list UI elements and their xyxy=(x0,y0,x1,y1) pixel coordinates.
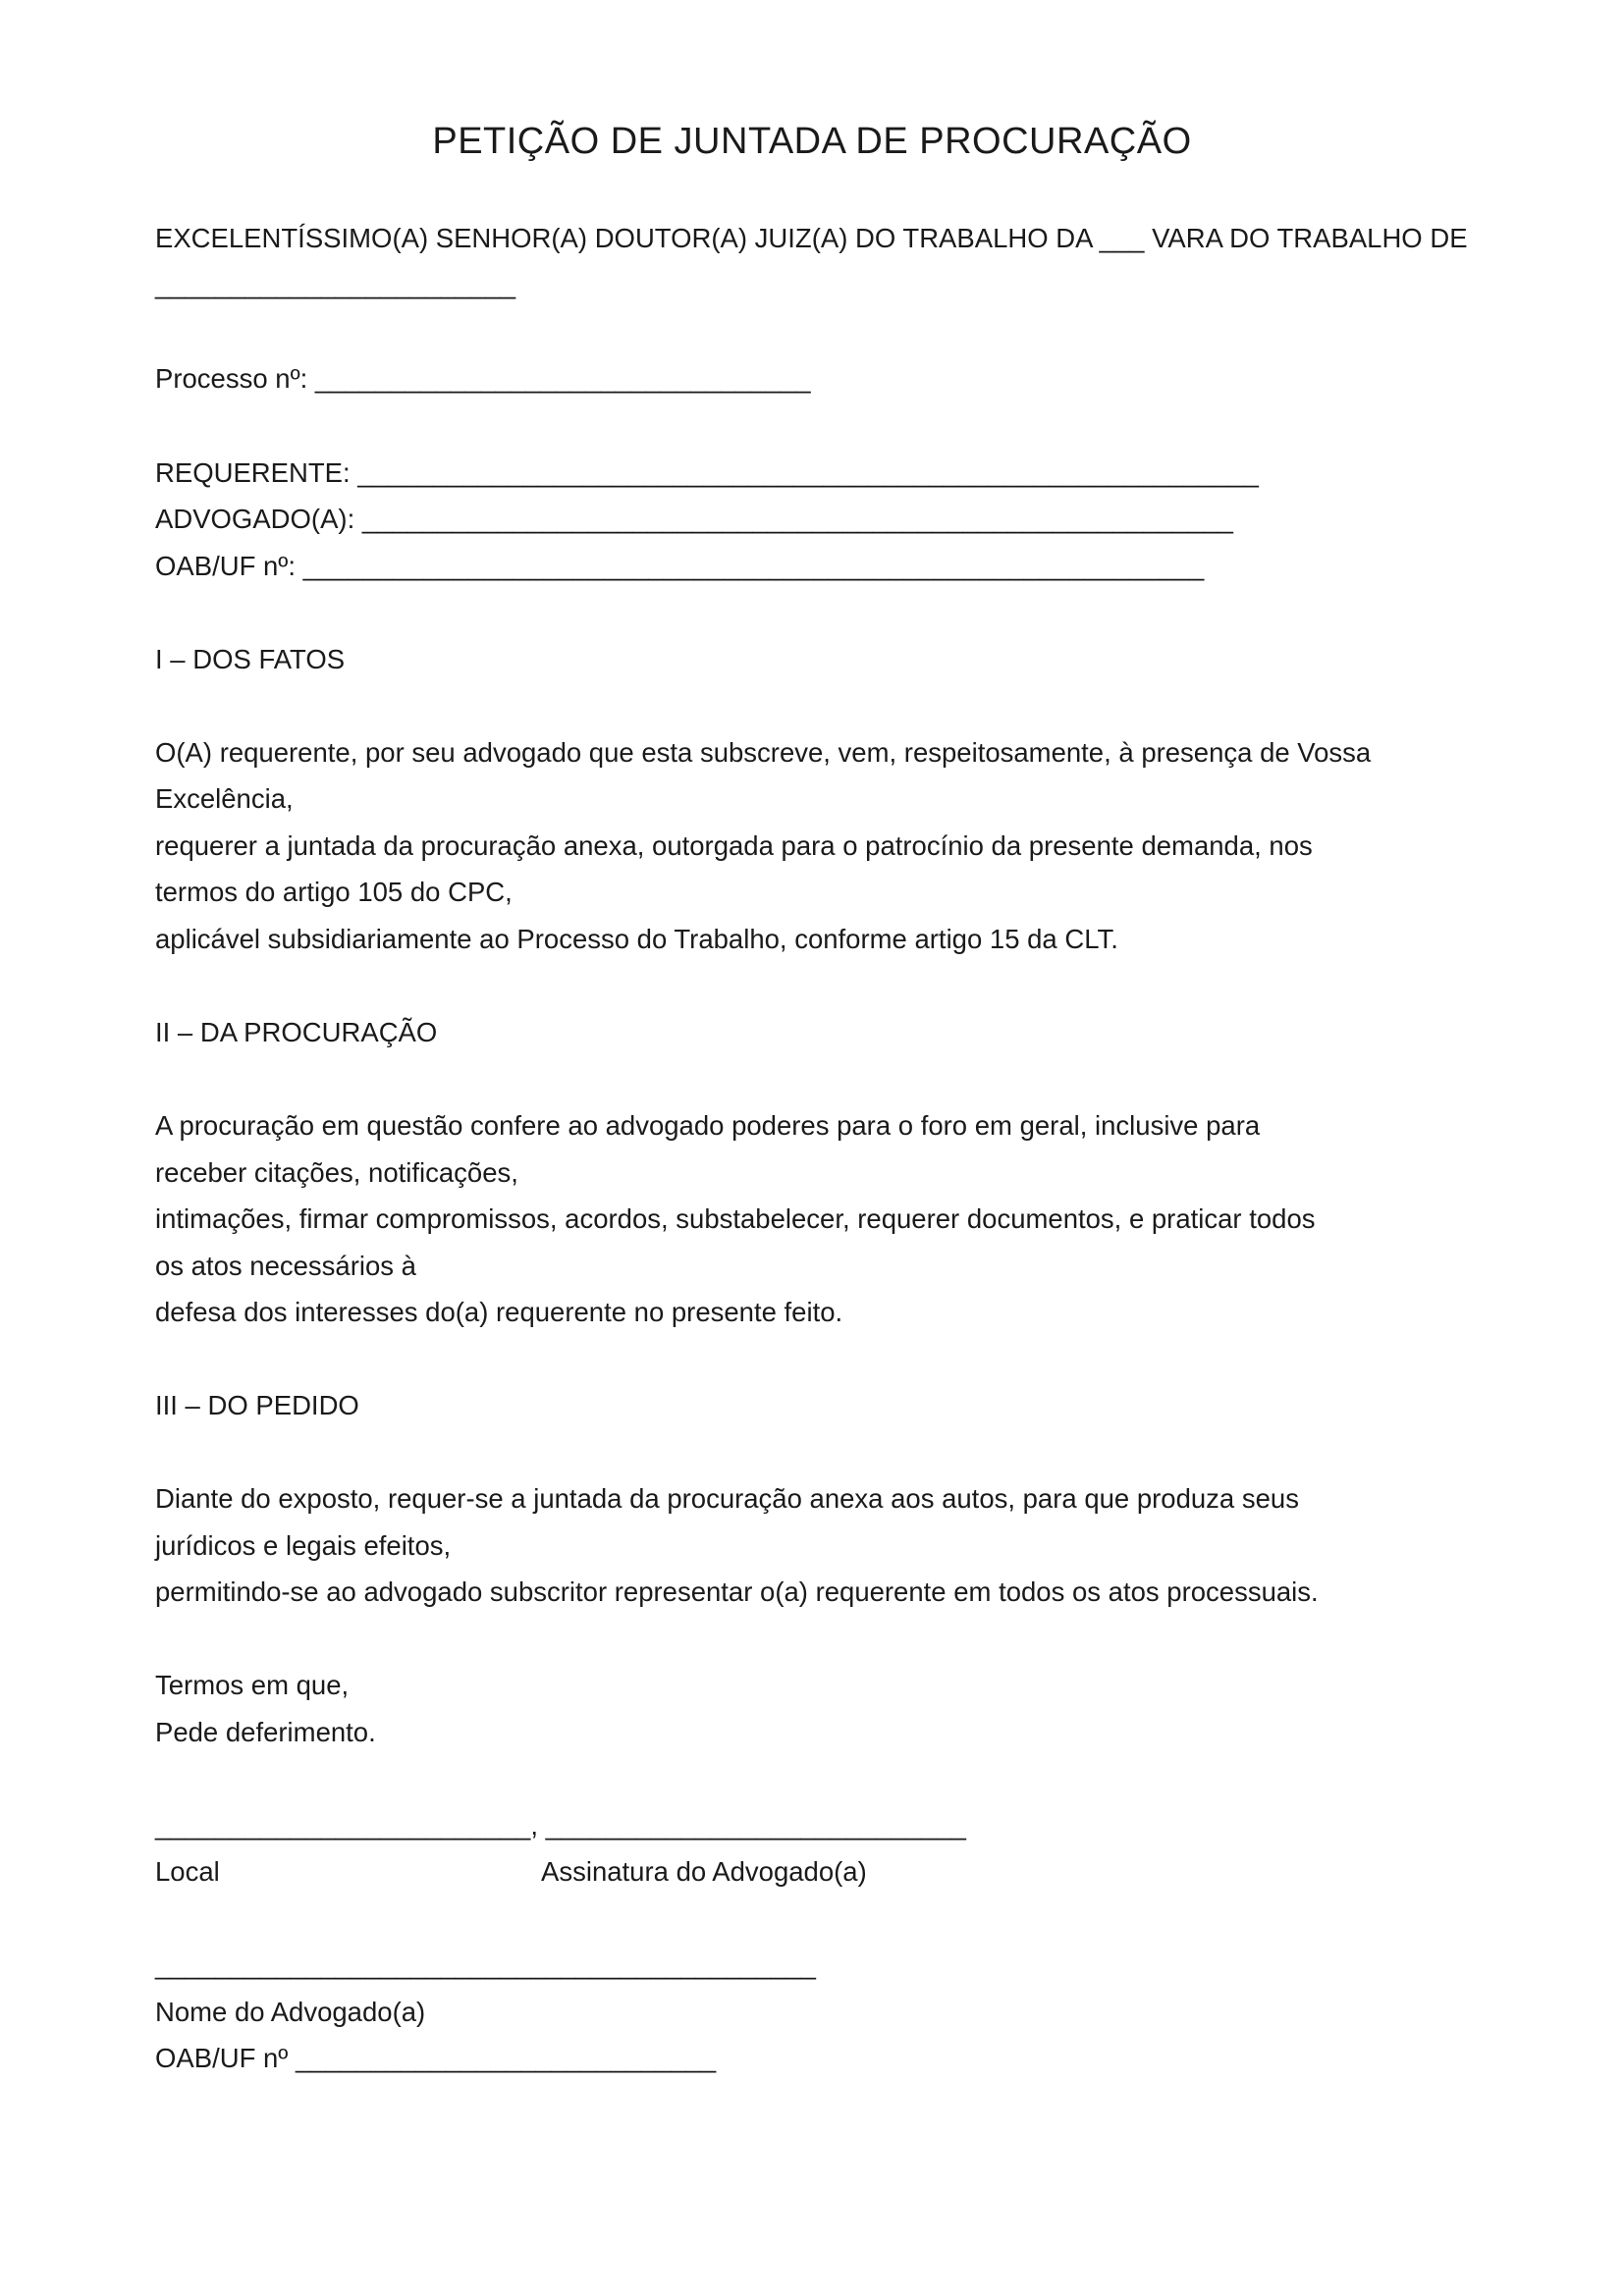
section-1-line: requerer a juntada da procuração anexa, outorgada para o patrocínio da presente demanda, nos xyxy=(155,830,1313,861)
lawyer-oab-line: OAB/UF nº ____________________________ xyxy=(155,2043,717,2073)
section-2-line: os atos necessários à xyxy=(155,1251,416,1281)
lawyer-name-blank-line: ____________________________________________ xyxy=(155,1949,816,1980)
lawyer-name-label: Nome do Advogado(a) xyxy=(155,1997,426,2027)
section-1-line: O(A) requerente, por seu advogado que esta subscreve, vem, respeitosamente, à presença de Vossa xyxy=(155,737,1372,768)
addressee-line-2: ________________________ xyxy=(155,269,516,299)
section-2-line: A procuração em questão confere ao advogado poderes para o foro em geral, inclusive para xyxy=(155,1110,1261,1141)
oab-line: OAB/UF nº: ____________________________________________________________ xyxy=(155,551,1205,581)
section-3-heading: III – DO PEDIDO xyxy=(155,1390,359,1420)
section-1-heading: I – DOS FATOS xyxy=(155,644,346,674)
section-1-line: Excelência, xyxy=(155,783,294,814)
closing-line-1: Termos em que, xyxy=(155,1670,350,1700)
section-2-line: receber citações, notificações, xyxy=(155,1157,518,1188)
section-1-line: termos do artigo 105 do CPC, xyxy=(155,877,513,907)
section-2-line: defesa dos interesses do(a) requerente no presente feito. xyxy=(155,1297,843,1327)
section-3-line: permitindo-se ao advogado subscritor representar o(a) requerente em todos os atos processuais. xyxy=(155,1576,1319,1607)
section-2-heading: II – DA PROCURAÇÃO xyxy=(155,1017,438,1047)
document-title: PETIÇÃO DE JUNTADA DE PROCURAÇÃO xyxy=(432,121,1192,162)
signature-label: Assinatura do Advogado(a) xyxy=(541,1856,867,1887)
section-3-line: jurídicos e legais efeitos, xyxy=(155,1530,452,1561)
section-3-line: Diante do exposto, requer-se a juntada da procuração anexa aos autos, para que produza seus xyxy=(155,1483,1299,1514)
local-label: Local xyxy=(155,1856,220,1887)
addressee-line-1: EXCELENTÍSSIMO(A) SENHOR(A) DOUTOR(A) JUIZ(A) DO TRABALHO DA ___ VARA DO TRABALHO DE xyxy=(155,223,1468,253)
closing-line-2: Pede deferimento. xyxy=(155,1717,376,1747)
signature-blank-line: _________________________, ____________________________ xyxy=(155,1810,966,1841)
section-1-line: aplicável subsidiariamente ao Processo do Trabalho, conforme artigo 15 da CLT. xyxy=(155,924,1118,954)
advogado-line: ADVOGADO(A): __________________________________________________________ xyxy=(155,504,1233,534)
section-2-line: intimações, firmar compromissos, acordos, substabelecer, requerer documentos, e praticar todos xyxy=(155,1203,1316,1234)
requerente-line: REQUERENTE: ____________________________________________________________ xyxy=(155,457,1259,488)
process-number-line: Processo nº: _________________________________ xyxy=(155,363,811,394)
